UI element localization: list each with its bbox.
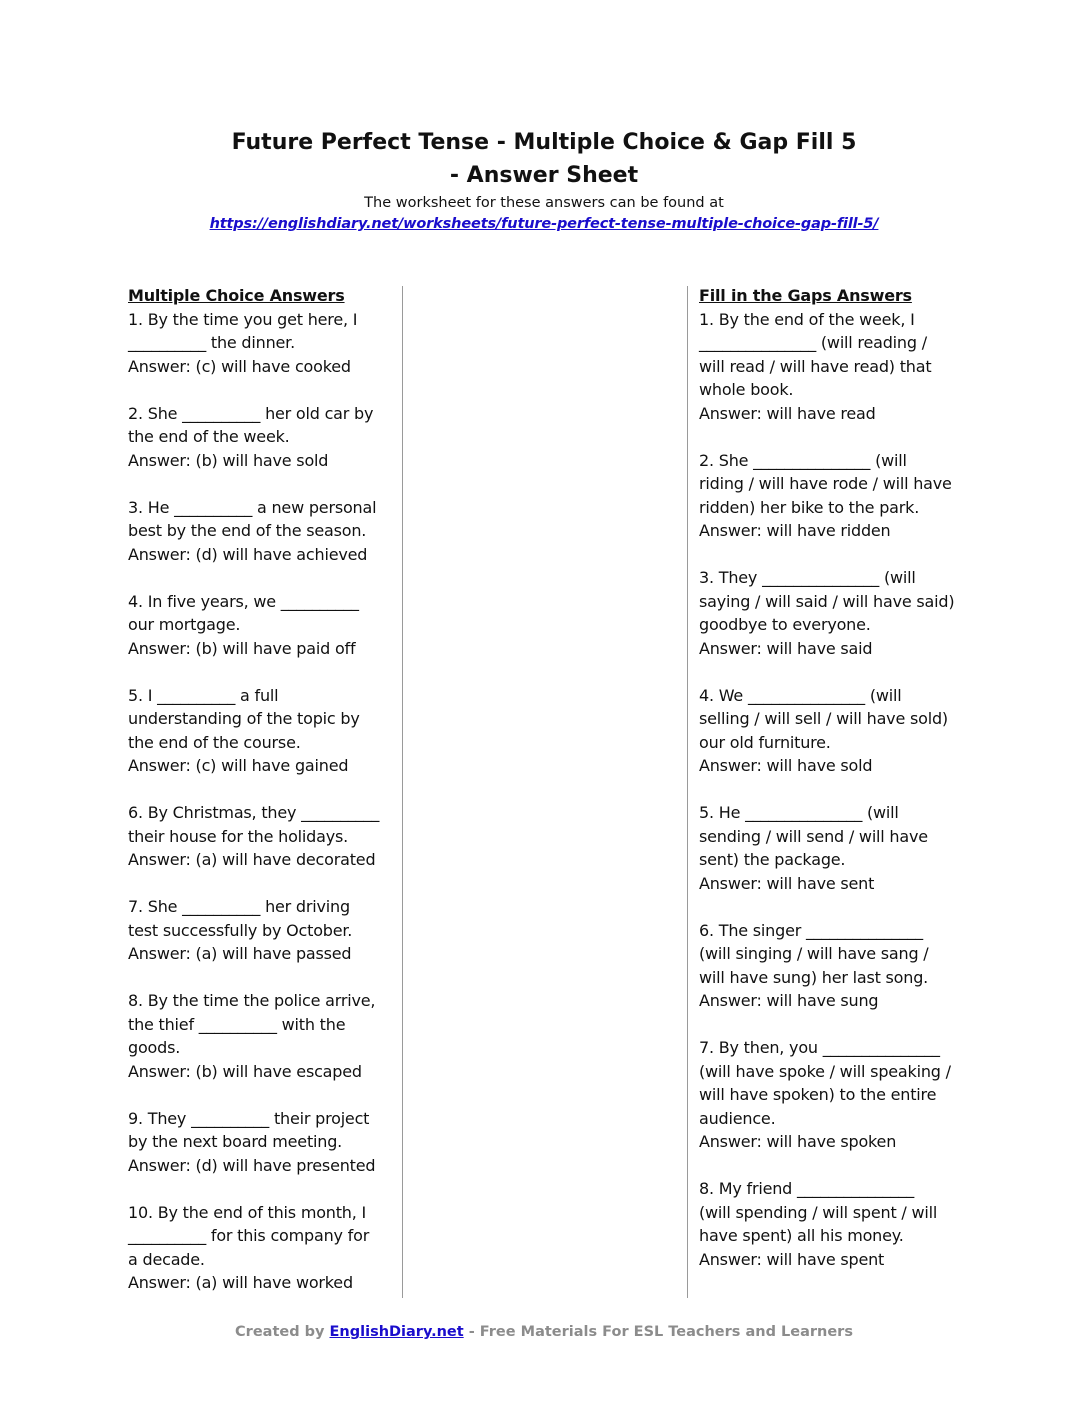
mc-item-7 (128, 895, 390, 966)
mc-question-line: our mortgage. (128, 615, 241, 634)
gap-item-7 (699, 1036, 967, 1154)
mc-item-2 (128, 402, 390, 473)
mc-question-line: 8. By the time the police arrive, (128, 991, 376, 1010)
mc-item-1 (128, 308, 390, 379)
gap-question-line: whole book. (699, 380, 794, 399)
column-divider-left (402, 286, 403, 1298)
gap-item-5 (699, 801, 967, 895)
mc-answer: Answer: (c) will have cooked (128, 356, 351, 376)
gap-question-line: 3. They _______________ (will (699, 568, 916, 587)
fill-gaps-column (699, 284, 967, 1271)
gap-item-1 (699, 308, 967, 426)
mc-question-line: test successfully by October. (128, 920, 353, 940)
gap-question-line: saying / will said / will have said) (699, 591, 955, 611)
gap-answer: Answer: will have sung (699, 991, 879, 1010)
mc-answer: Answer: (d) will have presented (128, 1155, 376, 1175)
gap-answer: Answer: will have ridden (699, 521, 891, 540)
mc-question-line: the end of the course. (128, 732, 301, 752)
mc-question-line: 4. In five years, we __________ (128, 591, 359, 611)
column-divider-right (687, 286, 688, 1298)
mc-item-9 (128, 1107, 390, 1178)
mc-question-line: 9. They __________ their project (128, 1108, 370, 1128)
multiple-choice-list (128, 308, 390, 1295)
mc-question-line: 3. He __________ a new personal (128, 497, 377, 517)
mc-answer: Answer: (b) will have sold (128, 450, 329, 470)
gap-answer: Answer: will have spent (699, 1249, 885, 1269)
gap-question-line: 7. By then, you _______________ (699, 1038, 940, 1057)
gap-question-line: 1. By the end of the week, I (699, 309, 915, 329)
gap-question-line: riding / will have rode / will have (699, 474, 952, 493)
mc-answer: Answer: (c) will have gained (128, 756, 349, 775)
mc-item-8 (128, 989, 390, 1083)
gap-question-line: (will have spoke / will speaking / (699, 1061, 951, 1081)
gap-question-line: selling / will sell / will have sold) (699, 709, 948, 728)
gap-question-line: ridden) her bike to the park. (699, 497, 920, 517)
worksheet-header (0, 126, 1088, 234)
gap-item-3 (699, 566, 967, 660)
mc-question-line: 5. I __________ a full (128, 685, 279, 705)
gap-question-line: _______________ (will reading / (699, 333, 927, 352)
mc-question-line: best by the end of the season. (128, 521, 367, 540)
gap-question-line: sending / will send / will have (699, 826, 928, 846)
mc-answer: Answer: (b) will have escaped (128, 1061, 362, 1081)
footer-site-link[interactable]: EnglishDiary.net (329, 1324, 464, 1340)
gap-question-line: will read / will have read) that (699, 356, 932, 376)
mc-question-line: __________ the dinner. (128, 333, 295, 352)
mc-question-line: 2. She __________ her old car by (128, 403, 374, 423)
mc-question-line: their house for the holidays. (128, 826, 349, 846)
gap-answer: Answer: will have said (699, 638, 873, 658)
title-line-2: - Answer Sheet (449, 163, 639, 188)
mc-question-line: goods. (128, 1038, 181, 1057)
gap-question-line: 8. My friend _______________ (699, 1179, 914, 1198)
gap-question-line: (will singing / will have sang / (699, 944, 929, 963)
mc-answer: Answer: (a) will have passed (128, 944, 352, 963)
gap-question-line: 2. She _______________ (will (699, 450, 907, 470)
gap-question-line: 6. The singer _______________ (699, 920, 923, 940)
mc-item-10 (128, 1201, 390, 1295)
gap-question-line: 4. We _______________ (will (699, 685, 902, 705)
title-line-1: Future Perfect Tense - Multiple Choice & Gap Fill 5 (231, 130, 857, 155)
mc-question-line: __________ for this company for (128, 1226, 370, 1245)
mc-item-6 (128, 801, 390, 872)
mc-question-line: by the next board meeting. (128, 1132, 343, 1151)
gap-question-line: sent) the package. (699, 850, 846, 869)
multiple-choice-column (128, 284, 390, 1295)
gap-answer: Answer: will have read (699, 403, 876, 423)
gap-question-line: 5. He _______________ (will (699, 803, 899, 822)
gap-question-line: goodbye to everyone. (699, 615, 871, 634)
gap-question-line: our old furniture. (699, 732, 831, 752)
gap-answer: Answer: will have sent (699, 873, 875, 893)
gap-question-line: will have spoken) to the entire (699, 1085, 937, 1104)
gap-question-line: will have sung) her last song. (699, 967, 929, 987)
gap-question-line: (will spending / will spent / will (699, 1202, 938, 1222)
worksheet-source-note: The worksheet for these answers can be found at (364, 195, 724, 211)
mc-question-line: 1. By the time you get here, I (128, 309, 358, 329)
mc-item-3 (128, 496, 390, 567)
gap-answer: Answer: will have sold (699, 756, 873, 775)
gap-question-line: have spent) all his money. (699, 1226, 904, 1245)
footer-suffix: - Free Materials For ESL Teachers and Learners (463, 1324, 853, 1340)
gap-item-8 (699, 1177, 967, 1271)
mc-item-4 (128, 590, 390, 661)
gap-answer: Answer: will have spoken (699, 1132, 897, 1151)
worksheet-source-link[interactable]: https://englishdiary.net/worksheets/future-perfect-tense-multiple-choice-gap-fill-5/ (209, 216, 879, 232)
mc-question-line: a decade. (128, 1249, 205, 1269)
page-footer (0, 1322, 1088, 1342)
mc-question-line: the end of the week. (128, 427, 290, 446)
mc-question-line: understanding of the topic by (128, 709, 360, 728)
mc-answer: Answer: (a) will have decorated (128, 850, 376, 869)
gap-item-6 (699, 919, 967, 1013)
footer-prefix: Created by (235, 1324, 330, 1340)
mc-answer: Answer: (d) will have achieved (128, 544, 368, 564)
page-title (0, 126, 1088, 192)
mc-question-line: the thief __________ with the (128, 1014, 346, 1034)
gap-item-4 (699, 684, 967, 778)
gap-question-line: audience. (699, 1108, 776, 1128)
fill-gaps-heading: Fill in the Gaps Answers (699, 286, 912, 305)
mc-question-line: 7. She __________ her driving (128, 897, 350, 916)
fill-gaps-list (699, 308, 967, 1272)
mc-question-line: 10. By the end of this month, I (128, 1202, 367, 1222)
multiple-choice-heading: Multiple Choice Answers (128, 286, 345, 305)
mc-answer: Answer: (b) will have paid off (128, 638, 356, 658)
gap-item-2 (699, 449, 967, 543)
mc-answer: Answer: (a) will have worked (128, 1273, 353, 1292)
mc-item-5 (128, 684, 390, 778)
mc-question-line: 6. By Christmas, they __________ (128, 803, 380, 822)
